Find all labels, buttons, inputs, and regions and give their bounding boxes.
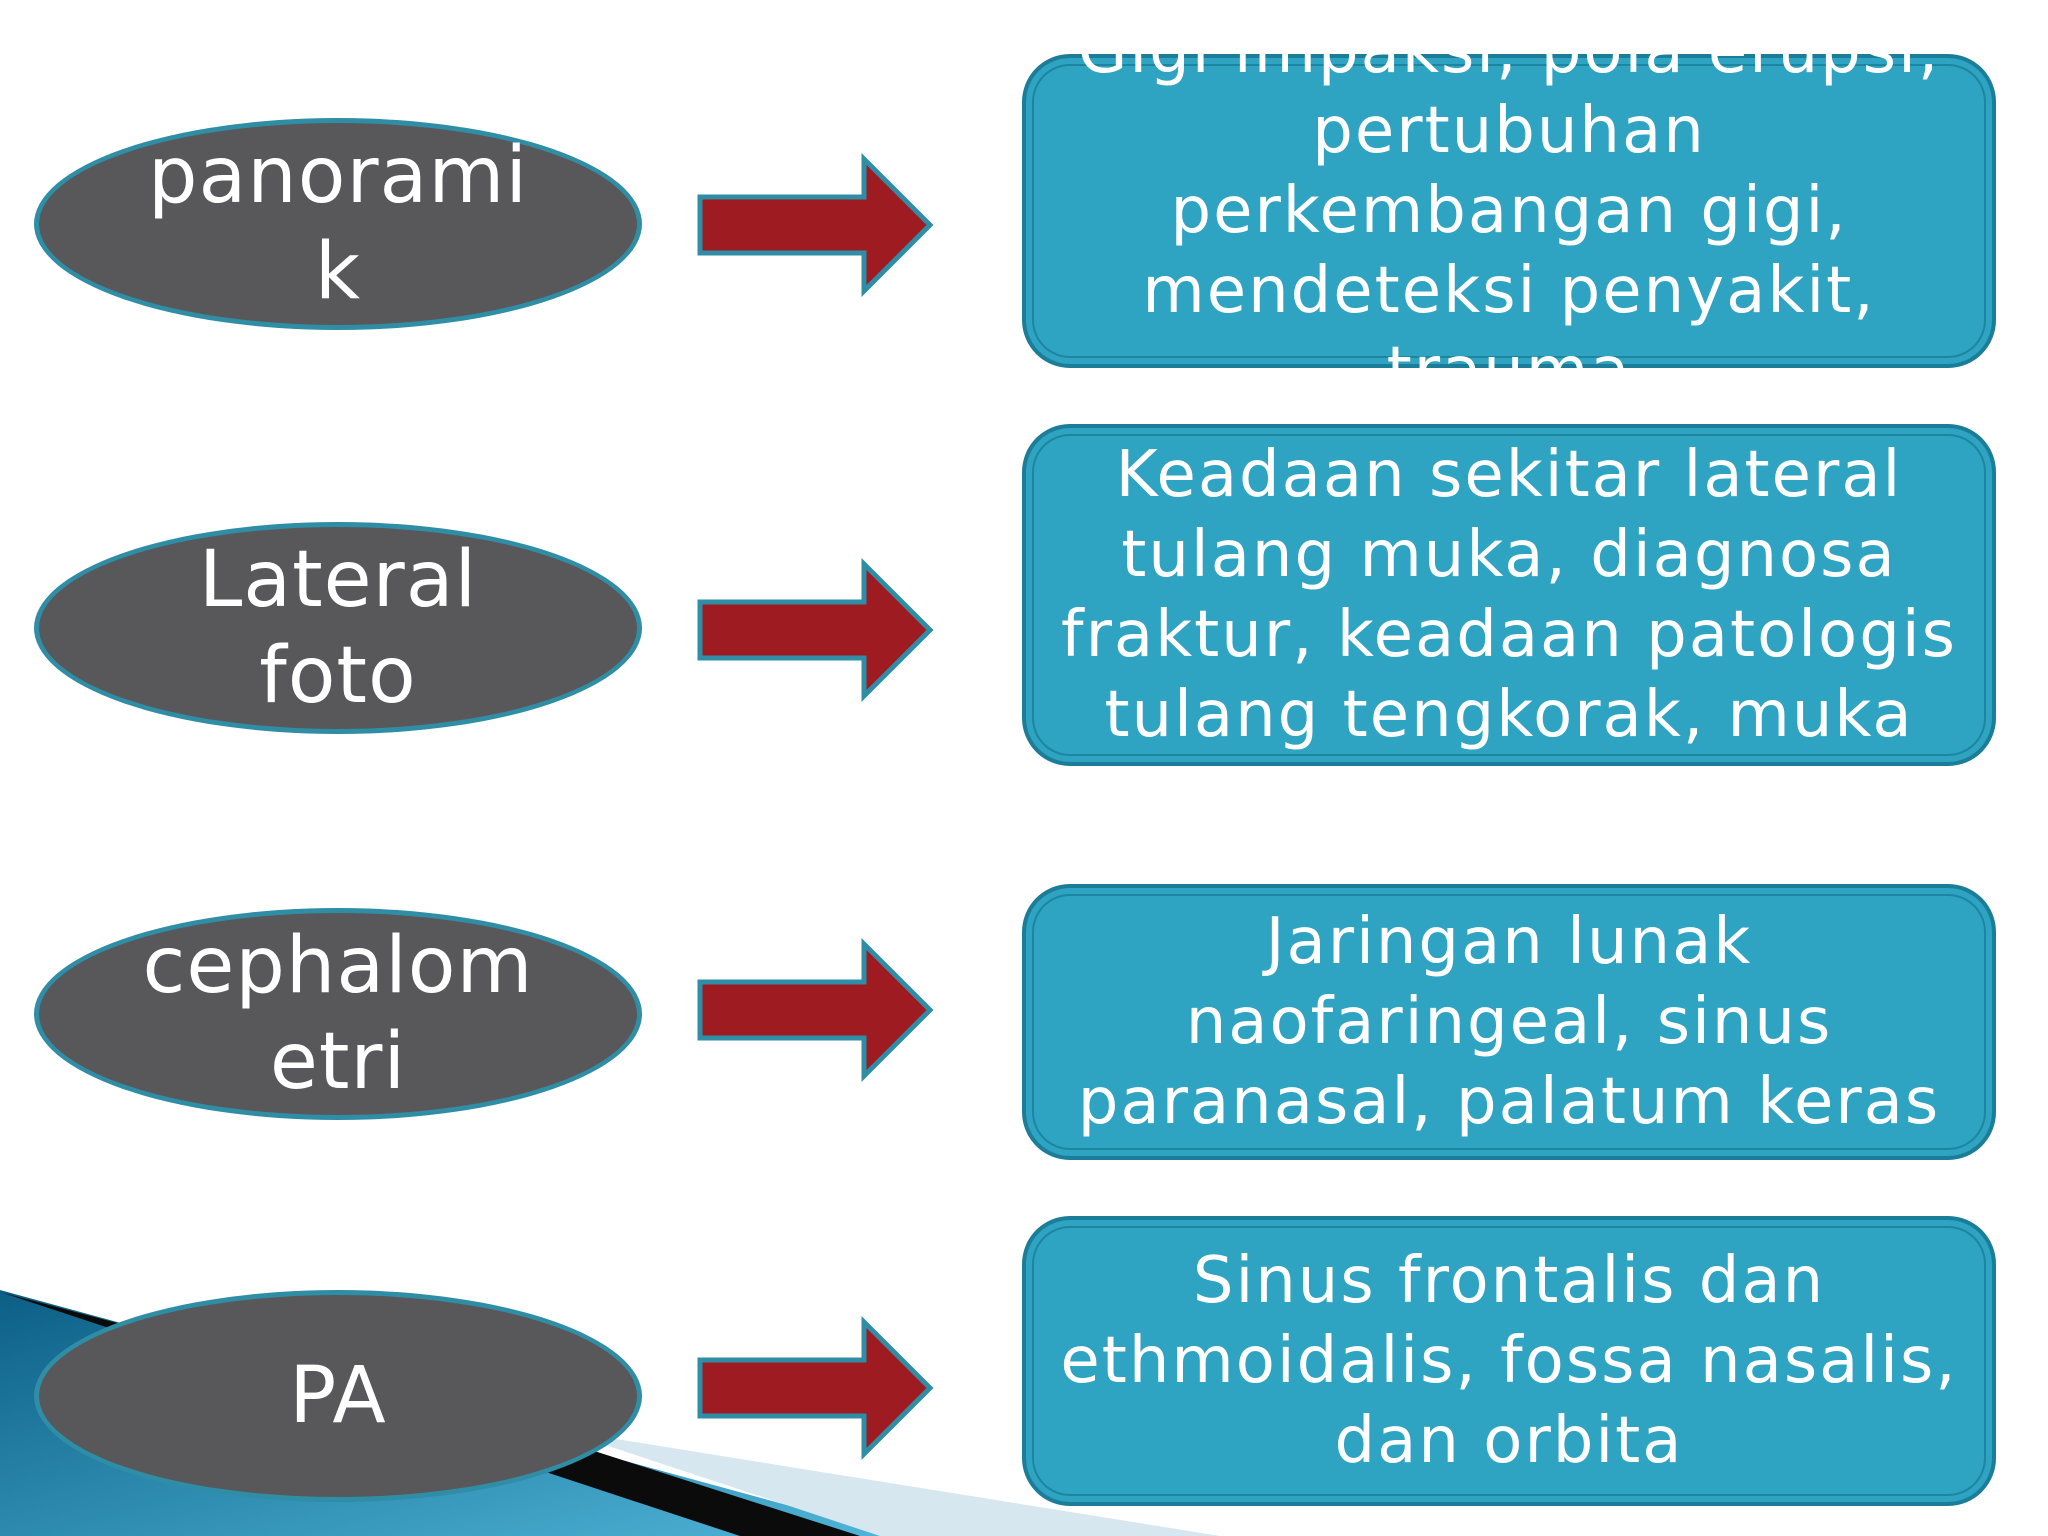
description-lateral-foto: Keadaan sekitar lateral tulang muka, diagnosa fraktur, keadaan patologis tulang tengkorak, muka (1061, 438, 1957, 752)
description-pa: Sinus frontalis dan ethmoidalis, fossa nasalis, dan orbita (1060, 1244, 1958, 1478)
description-panoramik: Gigi impaksi, pola erupsi, pertubuhan perkembangan gigi, mendeteksi penyakit, trauma (1077, 14, 1941, 408)
arrow-right-icon (696, 940, 934, 1080)
label-panoramik: panorami k (148, 131, 528, 317)
description-box-lateral-foto (1022, 424, 1996, 766)
description-box-panoramik (1022, 14, 1996, 408)
ellipse-lateral-foto (34, 522, 642, 734)
arrow-right-icon (696, 155, 934, 295)
ellipse-cephalometri (34, 908, 642, 1120)
arrow-right-icon (696, 1318, 934, 1458)
description-box-cephalometri (1022, 884, 1996, 1160)
label-cephalometri: cephalom etri (142, 921, 534, 1107)
label-lateral-foto: Lateral foto (198, 535, 478, 721)
description-box-pa (1022, 1216, 1996, 1506)
ellipse-panoramik (34, 118, 642, 330)
arrow-right-icon (696, 560, 934, 700)
label-pa: PA (289, 1351, 387, 1441)
description-cephalometri: Jaringan lunak naofaringeal, sinus paranasal, palatum keras (1077, 905, 1941, 1139)
ellipse-pa (34, 1290, 642, 1502)
